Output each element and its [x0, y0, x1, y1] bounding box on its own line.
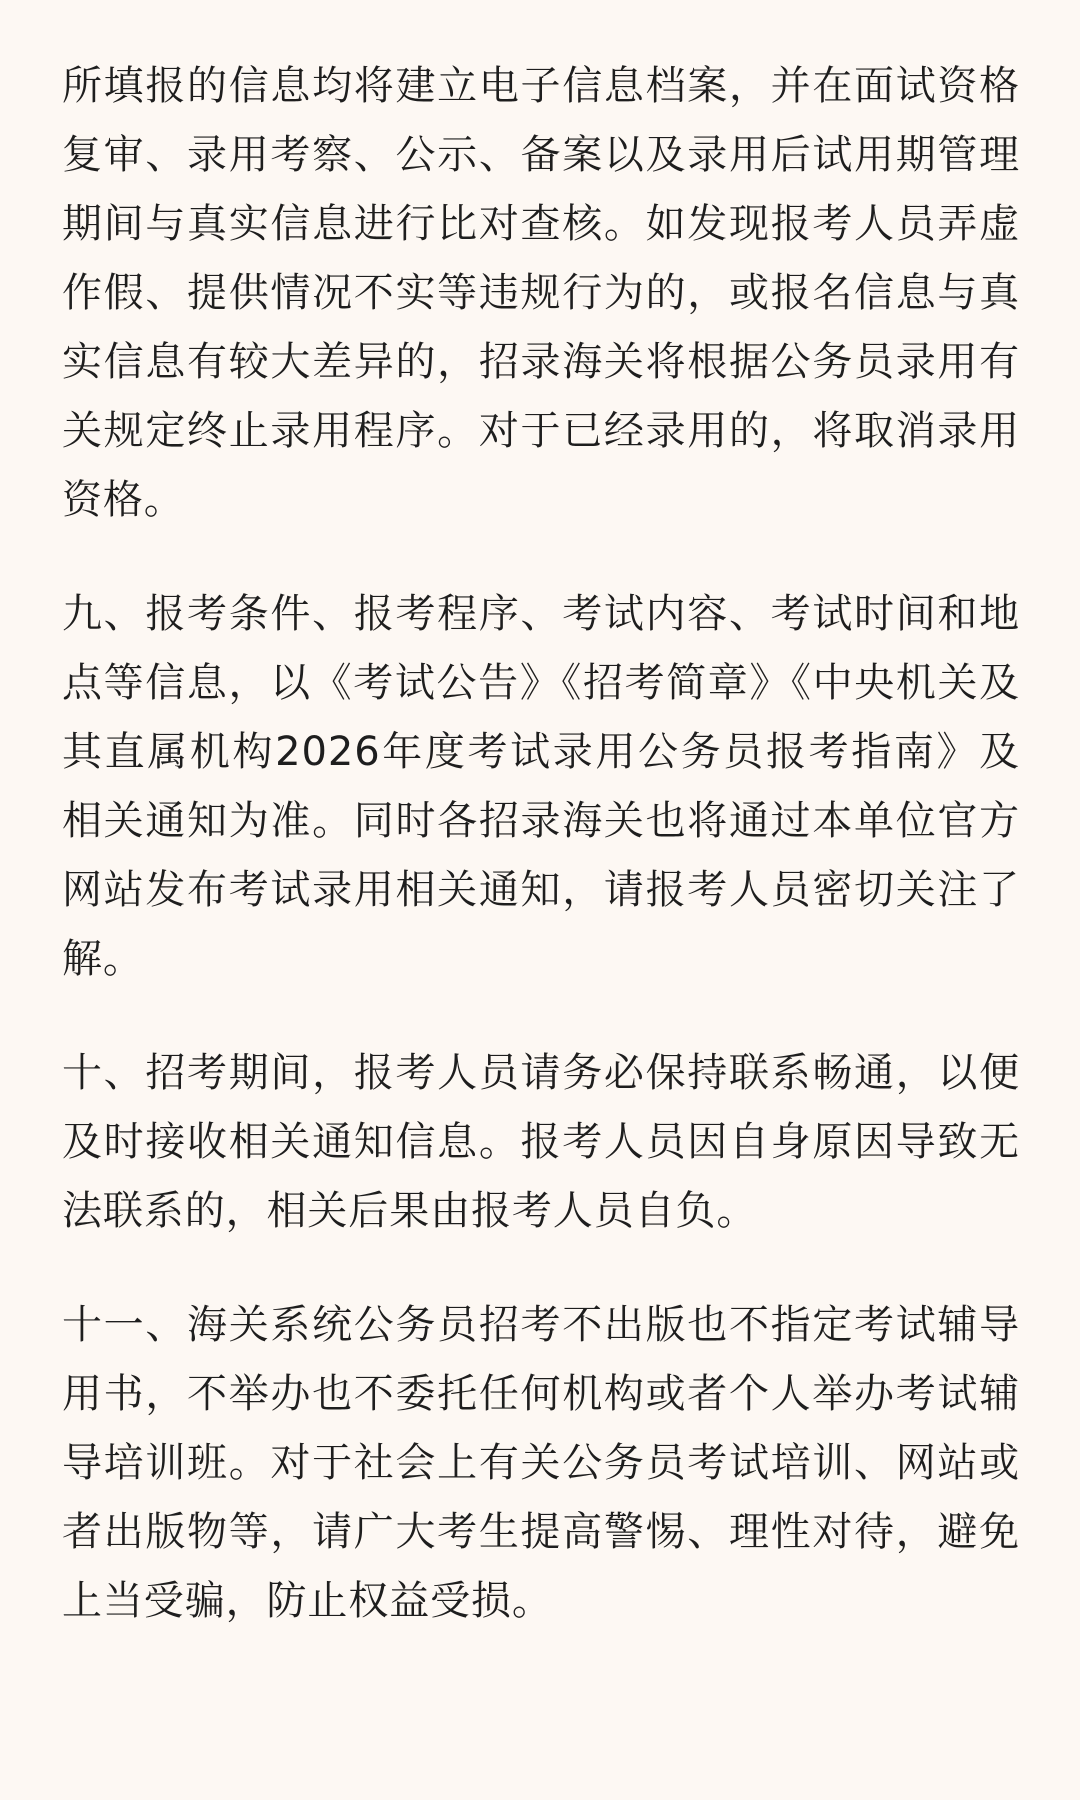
paragraph-ten-contact: 十、招考期间，报考人员请务必保持联系畅通，以便及时接收相关通知信息。报考人员因自身原因导致无法联系的，相关后果由报考人员自负。 [62, 1050, 1020, 1234]
paragraph-eleven-training-warning: 十一、海关系统公务员招考不出版也不指定考试辅导用书，不举办也不委托任何机构或者个人举办考试辅导培训班。对于社会上有关公务员考试培训、网站或者出版物等，请广大考生提高警惕、理性对待，避免上当受骗，防止权益受损。 [62, 1302, 1020, 1624]
paragraph-nine-exam-info: 九、报考条件、报考程序、考试内容、考试时间和地点等信息，以《考试公告》《招考简章》《中央机关及其直属机构2026年度考试录用公务员报考指南》及相关通知为准。同时各招录海关也将通过本单位官方网站发布考试录用相关通知，请报考人员密切关注了解。 [62, 591, 1020, 982]
paragraph-info-verification: 所填报的信息均将建立电子信息档案，并在面试资格复审、录用考察、公示、备案以及录用后试用期管理期间与真实信息进行比对查核。如发现报考人员弄虚作假、提供情况不实等违规行为的，或报名信息与真实信息有较大差异的，招录海关将根据公务员录用有关规定终止录用程序。对于已经录用的，将取消录用资格。 [62, 63, 1020, 523]
